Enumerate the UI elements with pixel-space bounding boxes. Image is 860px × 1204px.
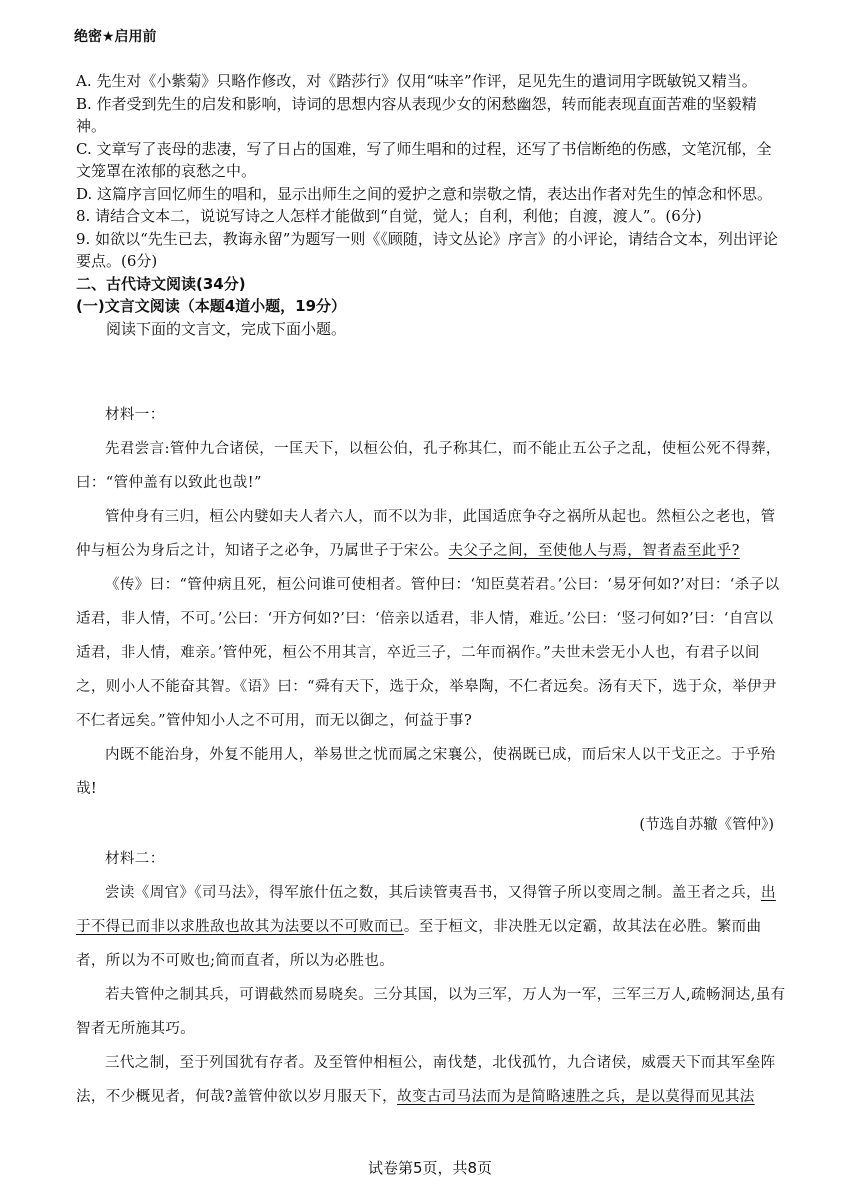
section-subtitle: (一)文言文阅读（本题4道小题，19分） [76, 297, 347, 315]
instruction: 阅读下面的文言文，完成下面小题。 [106, 319, 347, 338]
material-one-para-4: 内既不能治身，外复不能用人，举易世之忧而属之宋襄公，使祸既已成，而后宋人以干戈正之。于乎殆哉! [76, 747, 776, 797]
option-c: C. 文章写了丧母的悲凄，写了日占的国难，写了师生唱和的过程，还写了书信断绝的伤感，文笔沉郁，全文笼罩在浓郁的哀愁之中。 [76, 139, 772, 180]
option-b: B. 作者受到先生的启发和影响，诗词的思想内容从表现少女的闲愁幽怨，转而能表现直面苦难的坚毅精神。 [76, 94, 757, 135]
material-one [76, 398, 788, 806]
source-citation: (节选自苏辙《管仲》) [639, 817, 774, 833]
option-a: A. 先生对《小紫菊》只略作修改，对《踏莎行》仅用“味辛”作评，足见先生的遣词用字既敏锐又精当。 [76, 72, 757, 90]
option-d: D. 这篇序言回忆师生的唱和，显示出师生之间的爱护之意和崇敬之情，表达出作者对先生的悼念和怀思。 [76, 184, 773, 203]
material-one-para-3: 《传》曰：“管仲病且死，桓公问谁可使相者。管仲曰：‘知臣莫若君。’公曰：‘易牙何如?’对曰：‘杀子以适君，非人情，不可。’公曰：‘开方何如?’曰：‘倍亲以适君，非人情，难近。’公曰：‘竖刁何如?’曰：‘自宫以适君，非人情，难亲。’管仲死，桓公不用其言，卒近三子，二年而祸作。”夫世未尝无小人也，有君子以间之，则小人不能奋其智。《语》曰：“舜有天下，选于众，举皋陶，不仁者远矣。汤有天下，选于众，举伊尹不仁者远矣。”管仲知小人之不可用，而无以御之，何益于事? [76, 577, 780, 729]
answer-options [76, 70, 786, 340]
underlined-sentence: 出于不得已而非以求胜敌也故其为法要以不可败而已 [76, 885, 776, 935]
material-one-para-1: 先君尝言:管仲九合诸侯，一匡天下，以桓公伯，孔子称其仁，而不能止五公子之乱，使桓公死不得葬，曰：“管仲盖有以致此也哉!” [76, 441, 781, 491]
underlined-sentence: 夫父子之间，至使他人与焉，智者盍至此乎? [448, 543, 740, 559]
material-two-para-3-text: 三代之制，至于列国犹有存者。及至管仲相桓公，南伐楚，北伐孤竹，九合诸侯，威震天下而其军垒阵法，不少概见者，何哉?盖管仲欲以岁月服天下， [76, 1055, 776, 1105]
section-title: 二、古代诗文阅读(34分) [76, 274, 246, 293]
page-footer: 试卷第5页，共8页 [367, 1159, 493, 1177]
material-two-label: 材料二： [105, 851, 165, 867]
question-8: 8. 请结合文本二，说说写诗之人怎样才能做到“自觉，觉人；自利，利他；自渡，渡人”。(6分) [76, 207, 702, 225]
material-one-para-2-text: 管仲身有三归，桓公内嬖如夫人者六人，而不以为非，此国适庶争夺之祸所从起也。然桓公之老也，管仲与桓公为身后之计，知诸子之必争，乃属世子于宋公。 [76, 509, 776, 559]
material-two-para-3 [76, 1046, 788, 1114]
material-two-para-1-rest: 。至于桓文，非决胜无以定霸，故其法在必胜。繁而曲者，所以为不可败也;简而直者，所以为必胜也。 [76, 919, 762, 969]
material-one-label: 材料一： [105, 407, 165, 423]
material-two [76, 842, 788, 1114]
material-two-para-1 [76, 876, 788, 978]
confidential-header: 绝密★启用前 [74, 29, 157, 45]
material-one-para-2 [76, 500, 788, 568]
material-two-para-1-text: 尝读《周官》《司马法》，得军旅什伍之数，其后读管夷吾书，又得管子所以变周之制。盖王者之兵， [105, 885, 761, 901]
question-9: 9. 如欲以“先生已去，教诲永留”为题写一则《《顾随，诗文丛论》序言》的小评论，请结合文本，列出评论要点。(6分) [76, 229, 778, 270]
underlined-sentence: 故变古司马法而为是简略速胜之兵，是以莫得而见其法 [397, 1089, 755, 1105]
material-two-para-2: 若夫管仲之制其兵，可谓截然而易晓矣。三分其国，以为三军，万人为一军，三军三万人,疏畅洞达,虽有智者无所施其巧。 [76, 987, 786, 1037]
